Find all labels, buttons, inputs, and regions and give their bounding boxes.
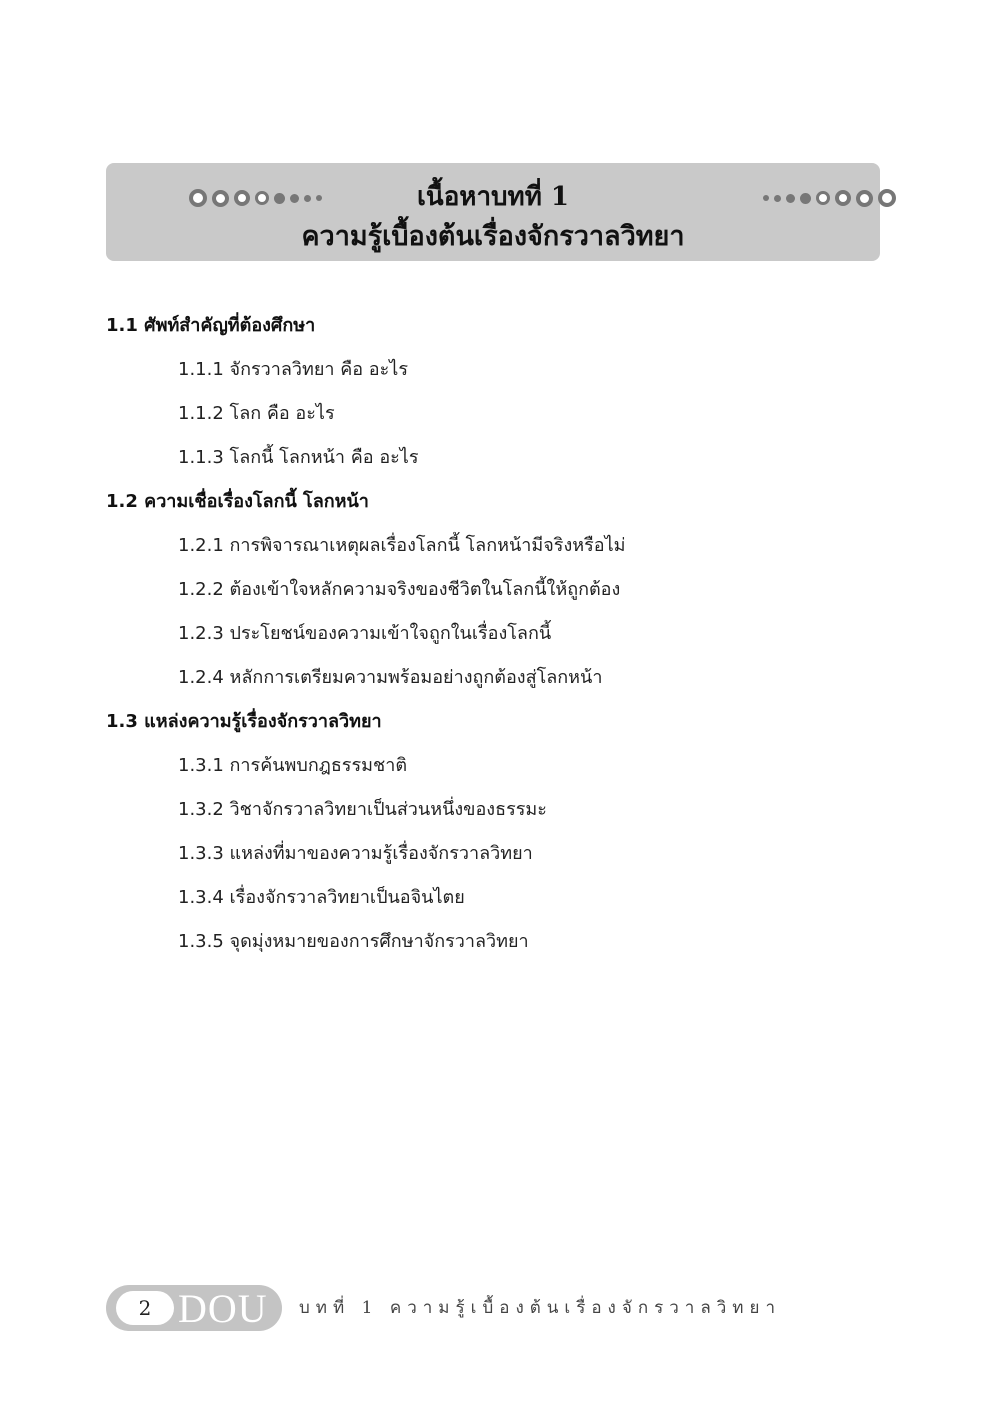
list-item: 1.3.2 วิชาจักรวาลวิทยาเป็นส่วนหนึ่งของธรรมะ: [178, 799, 547, 820]
list-item: 1.3.5 จุดมุ่งหมายของการศึกษาจักรวาลวิทยา: [178, 931, 529, 952]
footer-badge: [106, 1285, 282, 1331]
running-title: บทที่ 1 ความรู้เบื้องต้นเรื่องจักรวาลวิทยา: [299, 1298, 782, 1318]
list-item: 1.3.4 เรื่องจักรวาลวิทยาเป็นอจินไตย: [178, 887, 465, 908]
page-number: 2: [116, 1291, 174, 1325]
dot-ornament: [786, 194, 795, 203]
decorative-dots-right: [763, 189, 901, 207]
dot-ornament: [763, 195, 769, 201]
table-of-contents: [106, 304, 906, 964]
dou-logo: DOU: [178, 1286, 268, 1331]
section-heading: 1.2 ความเชื่อเรื่องโลกนี้ โลกหน้า: [106, 491, 369, 512]
list-item: 1.3.1 การค้นพบกฎธรรมชาติ: [178, 755, 408, 776]
chapter-title-box: [106, 163, 880, 261]
list-item: 1.2.1 การพิจารณาเหตุผลเรื่องโลกนี้ โลกหน้ามีจริงหรือไม่: [178, 535, 626, 556]
section-heading: 1.3 แหล่งความรู้เรื่องจักรวาลวิทยา: [106, 711, 382, 732]
list-item: 1.2.3 ประโยชน์ของความเข้าใจถูกในเรื่องโลกนี้: [178, 623, 552, 644]
chapter-label: เนื้อหาบทที่ 1: [417, 182, 569, 212]
list-item: 1.3.3 แหล่งที่มาของความรู้เรื่องจักรวาลวิทยา: [178, 843, 533, 864]
list-item: 1.2.2 ต้องเข้าใจหลักความจริงของชีวิตในโลกนี้ให้ถูกต้อง: [178, 579, 621, 600]
list-item: 1.1.3 โลกนี้ โลกหน้า คือ อะไร: [178, 447, 419, 468]
list-item: 1.1.2 โลก คือ อะไร: [178, 403, 335, 424]
dot-ornament: [774, 195, 781, 202]
list-item: 1.1.1 จักรวาลวิทยา คือ อะไร: [178, 359, 409, 380]
dot-ornament: [856, 190, 873, 207]
list-item: 1.2.4 หลักการเตรียมความพร้อมอย่างถูกต้องสู่โลกหน้า: [178, 667, 603, 688]
dot-ornament: [800, 193, 811, 204]
chapter-title: ความรู้เบื้องต้นเรื่องจักรวาลวิทยา: [301, 221, 685, 252]
section-heading: 1.1 ศัพท์สำคัญที่ต้องศึกษา: [106, 315, 316, 336]
dot-ornament: [816, 191, 830, 205]
dot-ornament: [878, 189, 896, 207]
dot-ornament: [835, 190, 851, 206]
